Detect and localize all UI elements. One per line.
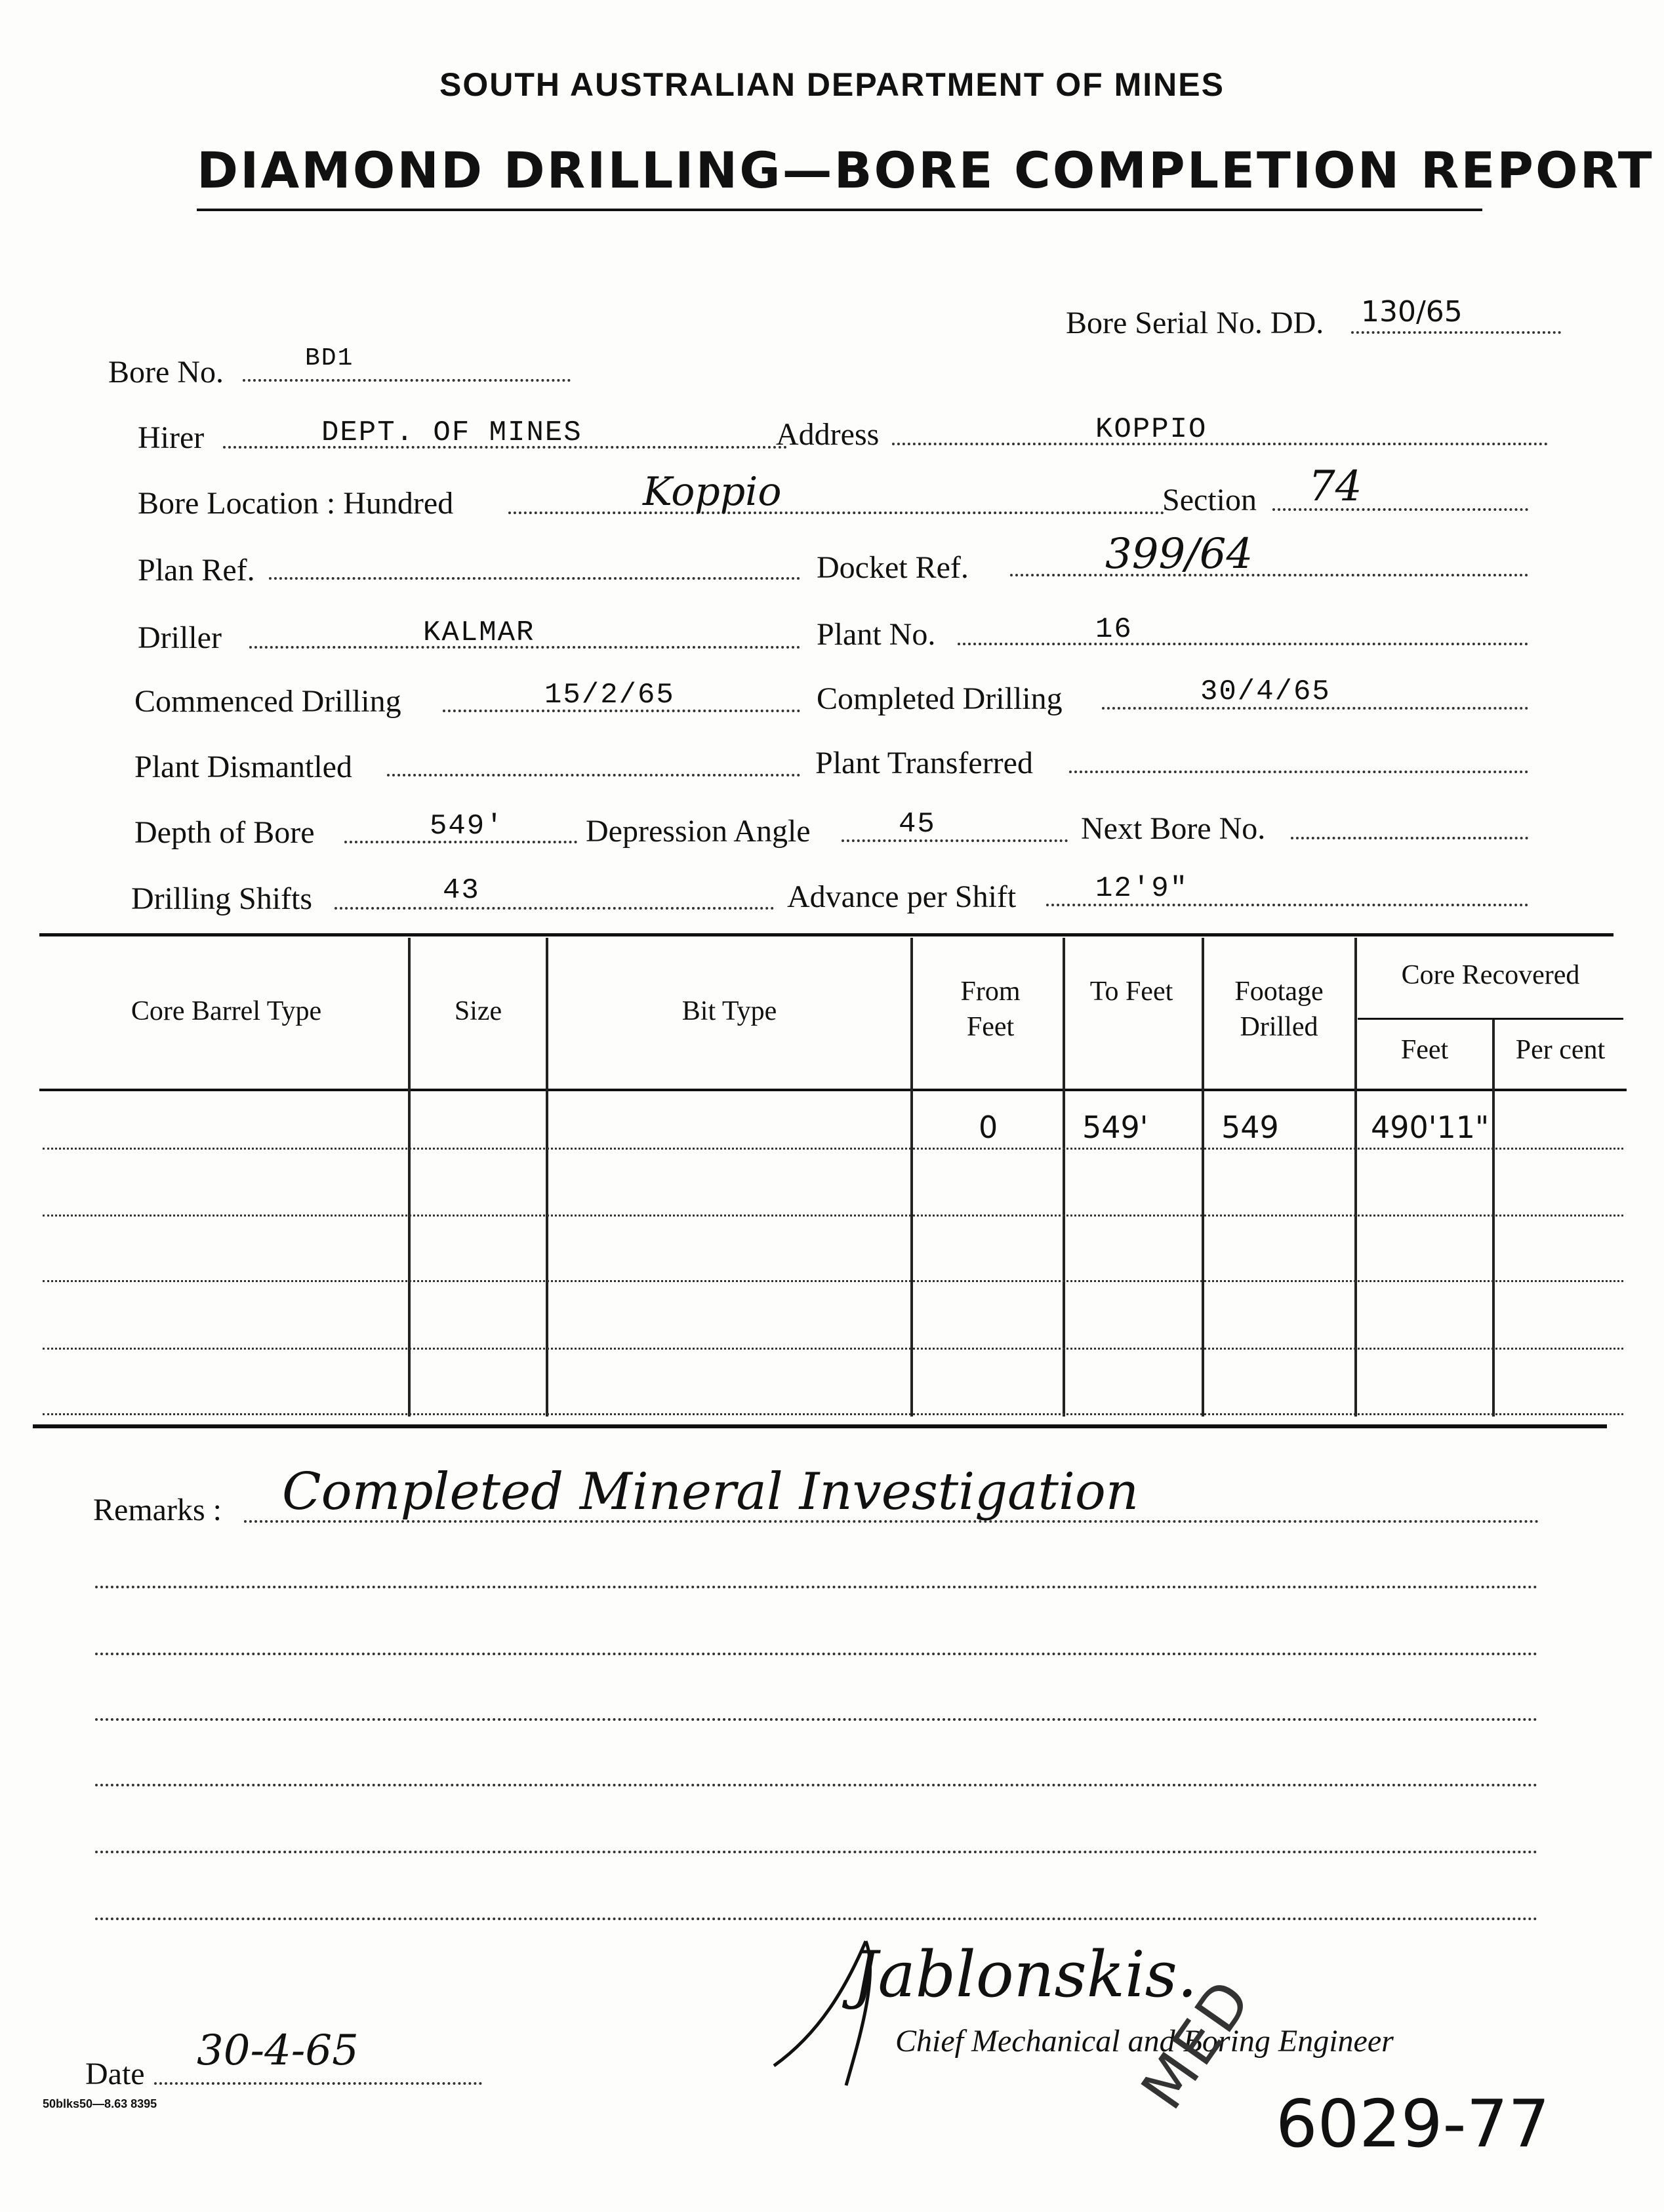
bore-location-line	[508, 512, 1164, 514]
table-bottom-rule	[33, 1424, 1607, 1428]
col-divider-5	[1202, 938, 1204, 1417]
bore-serial-value: 130/65	[1361, 295, 1463, 329]
bore-location-value: Koppio	[643, 469, 782, 515]
transferred-label: Plant Transferred	[815, 746, 1033, 780]
driller-value: KALMAR	[423, 616, 535, 649]
advance-value: 12'9"	[1095, 872, 1189, 905]
table-row-line-1	[43, 1148, 1623, 1150]
remarks-line-3	[95, 1653, 1538, 1655]
commenced-value: 15/2/65	[544, 679, 675, 712]
bore-no-value: BD1	[305, 344, 354, 372]
advance-label: Advance per Shift	[787, 879, 1017, 914]
section-label: Section	[1162, 483, 1257, 517]
plan-ref-label: Plan Ref.	[138, 553, 255, 588]
bore-location-label: Bore Location : Hundred	[138, 486, 454, 521]
row1-footage: 549	[1221, 1110, 1279, 1145]
plant-no-line	[958, 643, 1528, 645]
core-recovered-rule	[1358, 1018, 1623, 1020]
col-divider-7	[1492, 1020, 1495, 1417]
header-bit-type: Bit Type	[681, 996, 777, 1026]
address-value: KOPPIO	[1095, 413, 1207, 446]
transferred-line	[1069, 771, 1528, 773]
row1-feet: 490'11"	[1371, 1110, 1490, 1145]
table-top-rule	[39, 933, 1613, 936]
docket-ref-label: Docket Ref.	[817, 550, 969, 585]
bore-no-label: Bore No.	[108, 355, 224, 390]
address-line	[892, 443, 1548, 445]
date-label: Date	[85, 2057, 145, 2091]
table-header-rule	[39, 1089, 1627, 1091]
signature: Jablonskis.	[853, 1938, 1198, 2011]
header-to-feet: To Feet	[1089, 976, 1173, 1007]
completed-label: Completed Drilling	[817, 681, 1063, 716]
header-from-feet: From Feet	[960, 976, 1021, 1042]
date-line	[154, 2082, 482, 2085]
header-core-barrel: Core Barrel Type	[131, 996, 322, 1026]
remarks-text: Completed Mineral Investigation	[282, 1462, 1139, 1521]
date-value: 30-4-65	[197, 2026, 359, 2075]
bore-serial-label: Bore Serial No. DD.	[1066, 306, 1324, 340]
signature-title: Chief Mechanical and Boring Engineer	[895, 2024, 1394, 2059]
next-bore-line	[1291, 837, 1528, 839]
remarks-line-4	[95, 1718, 1538, 1721]
shifts-label: Drilling Shifts	[131, 881, 313, 916]
address-label: Address	[776, 417, 880, 452]
report-title: DIAMOND DRILLING—BORE COMPLETION REPORT	[197, 141, 1654, 199]
angle-line	[842, 839, 1068, 842]
driller-label: Driller	[138, 620, 222, 655]
department-heading: SOUTH AUSTRALIAN DEPARTMENT OF MINES	[439, 66, 1225, 103]
title-underline	[197, 209, 1482, 211]
header-footage: Footage Drilled	[1234, 976, 1324, 1042]
col-divider-6	[1354, 938, 1357, 1417]
col-divider-3	[910, 938, 913, 1417]
signature-flourish	[767, 1935, 938, 2092]
filmed-stamp: MED	[1128, 1966, 1266, 2122]
remarks-line-6	[95, 1851, 1538, 1853]
table-row-line-2	[43, 1215, 1623, 1217]
hirer-value: DEPT. OF MINES	[321, 416, 582, 449]
header-core-recovered: Core Recovered	[1401, 960, 1580, 990]
shifts-value: 43	[443, 874, 480, 907]
header-per-cent: Per cent	[1515, 1035, 1606, 1065]
docket-ref-line	[1010, 574, 1528, 576]
commenced-label: Commenced Drilling	[134, 684, 401, 719]
table-row-line-3	[43, 1280, 1623, 1282]
print-code: 50blks50—8.63 8395	[43, 2097, 157, 2110]
bore-no-line	[243, 379, 571, 382]
remarks-label: Remarks :	[93, 1493, 222, 1527]
angle-value: 45	[899, 808, 936, 841]
table-row-line-5	[43, 1413, 1623, 1415]
row1-to: 549'	[1082, 1110, 1148, 1145]
plan-ref-line	[269, 577, 800, 580]
dismantled-line	[387, 774, 800, 776]
remarks-line-2	[95, 1586, 1538, 1588]
table-row-line-4	[43, 1348, 1623, 1350]
bore-serial-line	[1351, 331, 1561, 334]
header-feet: Feet	[1400, 1035, 1449, 1065]
reference-number: 6029-77	[1276, 2085, 1550, 2162]
dismantled-label: Plant Dismantled	[134, 750, 352, 784]
plant-no-label: Plant No.	[817, 617, 936, 652]
depth-value: 549'	[430, 810, 504, 843]
remarks-line-7	[95, 1918, 1538, 1920]
section-value: 74	[1309, 462, 1362, 511]
docket-ref-value: 399/64	[1105, 530, 1253, 578]
hirer-label: Hirer	[138, 420, 205, 455]
plant-no-value: 16	[1095, 613, 1133, 646]
header-size: Size	[454, 996, 502, 1026]
next-bore-label: Next Bore No.	[1081, 811, 1266, 846]
row1-from: 0	[979, 1110, 998, 1145]
remarks-line-5	[95, 1784, 1538, 1786]
angle-label: Depression Angle	[586, 814, 811, 849]
completed-value: 30/4/65	[1200, 675, 1331, 708]
shifts-line	[335, 907, 774, 910]
depth-label: Depth of Bore	[134, 815, 315, 850]
col-divider-4	[1063, 938, 1065, 1417]
